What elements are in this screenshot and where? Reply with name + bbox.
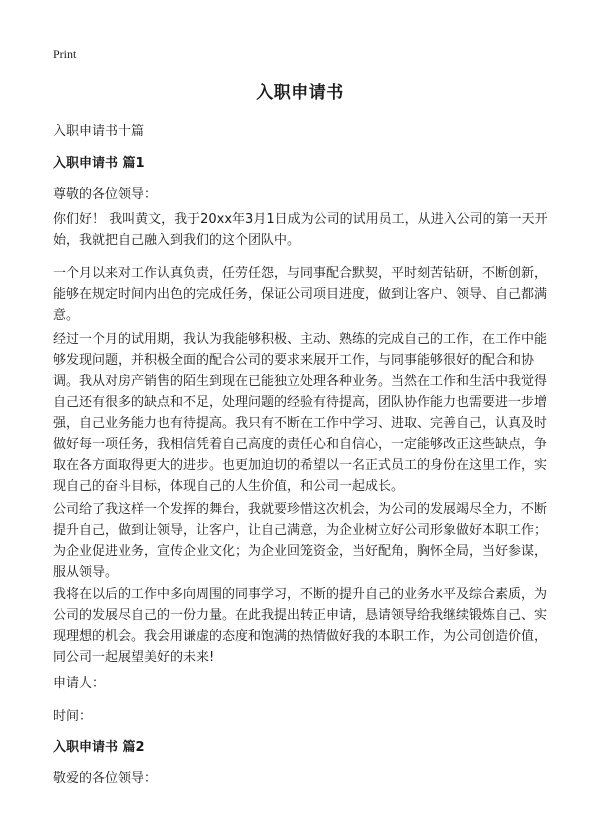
- document-subtitle: 入职申请书十篇: [53, 124, 145, 139]
- section1-paragraph-1: 你们好！ 我叫黄文，我于20xx年3月1日成为公司的试用员工，从进入公司的第一天开始，我就把自己融入到我们的这个团队中。: [53, 212, 548, 248]
- print-label: Print: [53, 47, 77, 61]
- section1-paragraph-3: 经过一个月的试用期，我认为我能够积极、主动、熟练的完成自己的工作，在工作中能够发现问题，并积极全面的配合公司的要求来展开工作，与同事能够很好的配合和协调。我从对房产销售的陌生到现在已能独立处理各种业务。当然在工作和生活中我觉得自己还有很多的缺点和不足，处理问题的经验有待提高，团队协作能力也需要进一步增强，自己业务能力也有待提高。我只有不断在工作中学习、进取、完善自己，认真及时做好每一项任务，我相信凭着自己高度的责任心和自信心，一定能够改正这些缺点，争取在各方面取得更大的进步。也更加迫切的希望以一名正式员工的身份在这里工作，实现自己的奋斗目标，体现自己的人生价值，和公司一起成长。: [53, 332, 548, 494]
- time-label: 时间：: [53, 709, 93, 724]
- document-title: 入职申请书: [256, 83, 344, 103]
- applicant-label: 申请人：: [53, 676, 106, 691]
- section2-greeting: 敬爱的各位领导：: [53, 771, 158, 786]
- section1-paragraph-4: 公司给了我这样一个发挥的舞台，我就要珍惜这次机会，为公司的发展竭尽全力，不断提升自己，做到让领导，让客户，让自己满意，为企业树立好公司形象做好本职工作；为企业促进业务，宣传企业文化；为企业回笼资金，当好配角，胸怀全局，当好参谋，服从领导。: [53, 502, 548, 580]
- section1-heading: 入职申请书 篇1: [53, 156, 145, 171]
- section1-paragraph-5: 我将在以后的工作中多向周围的同事学习，不断的提升自己的业务水平及综合素质，为公司的发展尽自己的一份力量。在此我提出转正申请，恳请领导给我继续锻炼自己、实现理想的机会。我会用谦虚的态度和饱满的热情做好我的本职工作，为公司创造价值，同公司一起展望美好的未来!: [53, 587, 548, 665]
- section1-paragraph-2: 一个月以来对工作认真负责，任劳任怨，与同事配合默契，平时刻苦钻研，不断创新，能够在规定时间内出色的完成任务，保证公司项目进度，做到让客户、领导、自己都满意。: [53, 266, 548, 323]
- section2-heading: 入职申请书 篇2: [53, 740, 145, 755]
- section1-greeting: 尊敬的各位领导：: [53, 187, 158, 202]
